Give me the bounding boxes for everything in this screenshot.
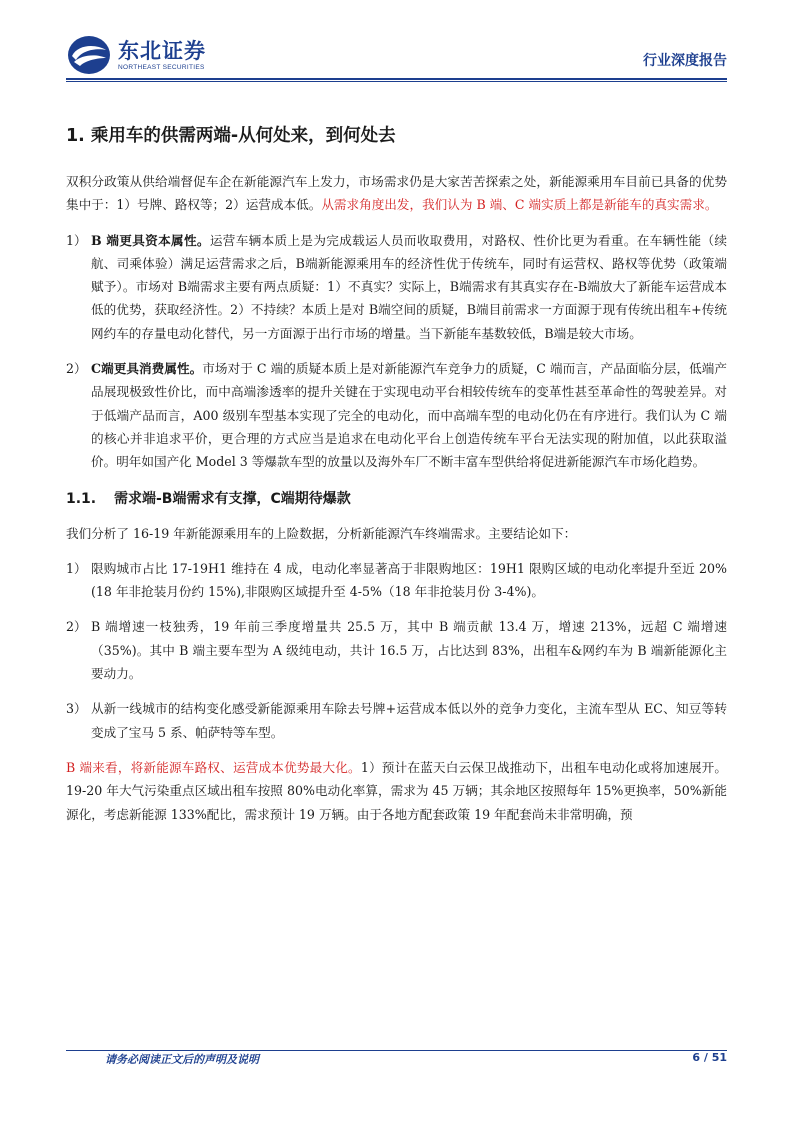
closing-text: 1）预计在蓝天白云保卫战推动下，出租车电动化或将加速展开。19-20 年大气污染重点区域出租车按照 80%电动化率算，需求为 45 万辆；其余地区按照每年 15%更换率，50%新能源化，考虑新能源 133%配比，需求预计 19 万辆。由于各地方配套政策 19 年配套尚未非常明确，预 — [66, 759, 728, 822]
list-item — [66, 697, 727, 744]
list-item — [66, 229, 727, 345]
section-1-1-intro: 我们分析了 16-19 年新能源乘用车的上险数据，分析新能源汽车终端需求。主要结论如下： — [66, 525, 577, 541]
list-item-text: B 端增速一枝独秀，19 年前三季度增量共 25.5 万，其中 B 端贡献 13.4 万，增速 213%，远超 C 端增速（35%)。其中 B 端主要车型为 A 级纯电动，共计 16.5 万，占比达到 83%，出租车&网约车为 B 端新能源化主要动力。 — [91, 619, 727, 682]
footer-disclaimer: 请务必阅读正文后的声明及说明 — [105, 1053, 259, 1066]
list-marker: 2） — [66, 361, 87, 377]
document-body — [66, 116, 727, 826]
list-item — [66, 357, 727, 473]
list-item-text: 从新一线城市的结构变化感受新能源乘用车除去号牌+运营成本低以外的竞争力变化，主流车型从 EC、知豆等转变成了宝马 5 系、帕萨特等车型。 — [91, 701, 727, 740]
company-logo — [66, 33, 206, 77]
logo-chinese-name: 东北证券 — [118, 38, 206, 63]
header-divider — [66, 78, 727, 80]
section-1-1-heading — [66, 484, 727, 514]
list-item-text: 运营车辆本质上是为完成载运人员而收取费用，对路权、性价比更为看重。在车辆性能（续航、司乘体验）满足运营需求之后，B端新能源乘用车的经济性优于传统车，同时有运营权、路权等优势（政策端赋予）。市场对 B端需求主要有两点质疑：1）不真实？实际上，B端需求有其真实存在-B端放大了新能车运营成本低的优势，获取经济性。2）不持续？本质上是对 B端空间的质疑，B端目前需求一方面源于现有传统出租车+传统网约车的存量电动化替代，另一方面源于出行市场的增量。当下新能车基数较低，B端是较大市场。 — [91, 232, 728, 341]
report-type-label: 行业深度报告 — [643, 53, 727, 69]
list-item — [66, 557, 727, 604]
list-item-body — [91, 229, 727, 345]
list-marker: 1） — [66, 560, 87, 576]
list-marker: 2） — [66, 619, 87, 635]
list-marker: 1） — [66, 232, 87, 248]
section-number: 1.1. — [66, 490, 97, 507]
header-divider-thin — [66, 81, 727, 82]
list-item-text: 限购城市占比 17-19H1 维持在 4 成，电动化率显著高于非限购地区：19H1 限购区域的电动化率提升至近 20%(18 年非抢装月份约 15%),非限购区域提升至 4-5%（18 年非抢装月份 3-4%)。 — [91, 560, 727, 600]
list-item-lead: C端更具消费属性。 — [91, 361, 203, 377]
section-1-heading: 1. 乘用车的供需两端-从何处来，到何处去 — [66, 126, 396, 146]
page-number: 6 / 51 — [692, 1051, 727, 1064]
section-1-intro-highlight: 从需求角度出发，我们认为 B 端、C 端实质上都是新能车的真实需求。 — [321, 197, 718, 213]
list-item-body — [91, 357, 727, 473]
list-item-lead: B 端更具资本属性。 — [91, 232, 210, 248]
section-title: 需求端-B端需求有支撑，C端期待爆款 — [114, 490, 351, 507]
section-1-intro — [66, 170, 727, 217]
section-1-1-closing — [66, 756, 727, 826]
section-1-intro-text: 双积分政策从供给端督促车企在新能源汽车上发力，市场需求仍是大家苦苦探索之处，新能源乘用车目前已具备的优势集中于：1）号牌、路权等；2）运营成本低。 — [66, 174, 727, 213]
closing-highlight: B 端来看，将新能源车路权、运营成本优势最大化。 — [66, 759, 361, 775]
list-item — [66, 615, 727, 685]
logo-english-name: NORTHEAST SECURITIES — [118, 63, 205, 71]
list-item-text: 市场对于 C 端的质疑本质上是对新能源汽车竞争力的质疑，C 端而言，产品面临分层，低端产品展现极致性价比，而中高端渗透率的提升关键在于实现电动平台相较传统车的变革性甚至革命性的驾驶差异。对于低端产品而言，A00 级别车型基本实现了完全的电动化，而中高端车型的电动化仍在有序进行。我们认为 C 端的核心并非追求平价，更合理的方式应当是追求在电动化平台上创造传统车平台无法实现的附加值，以此获取溢价。明年如国产化 Model 3 等爆款车型的放量以及海外车厂不断丰富车型供给将促进新能源汽车市场化趋势。 — [91, 361, 727, 470]
northeast-securities-logo-icon — [66, 34, 112, 76]
list-marker: 3） — [66, 701, 87, 717]
